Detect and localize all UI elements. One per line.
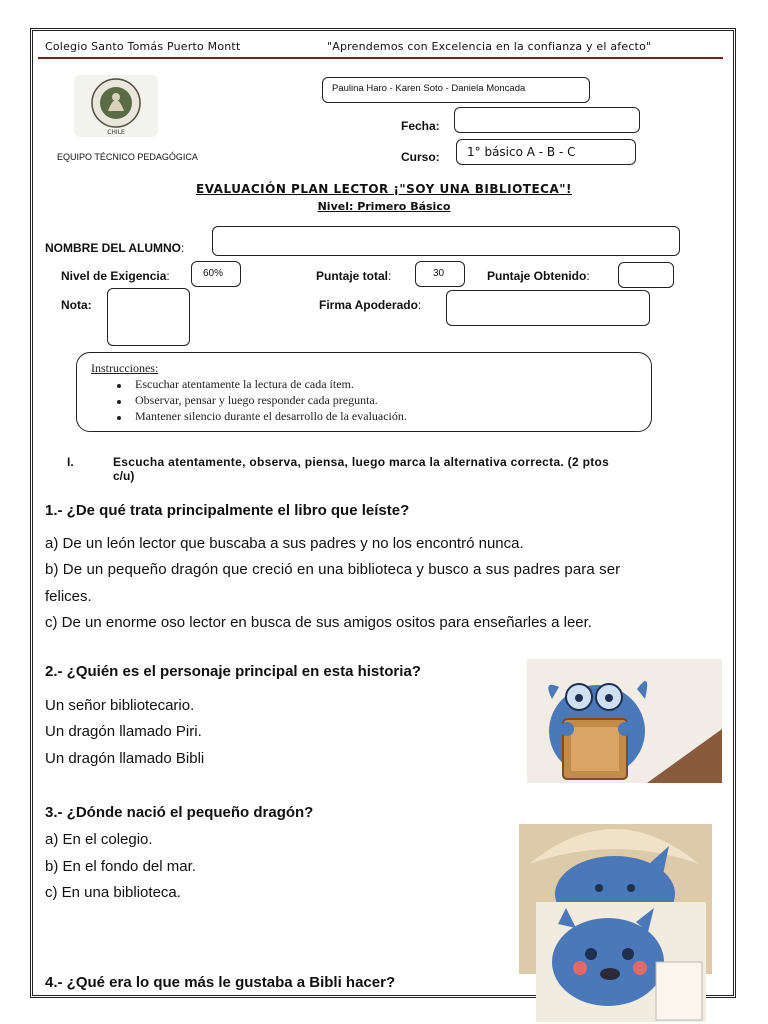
- question-3: 3.- ¿Dónde nació el pequeño dragón?: [45, 804, 314, 821]
- baby-dragon-image: [536, 902, 706, 1022]
- puntaje-total-label-text: Puntaje total: [316, 269, 389, 283]
- puntaje-total-box: [415, 261, 465, 287]
- q1-option-c[interactable]: c) De un enorme oso lector en busca de sus amigos ositos para enseñarles a leer.: [45, 614, 592, 631]
- instructions-box: [76, 352, 652, 432]
- puntaje-obtenido-colon: :: [586, 269, 590, 283]
- firma-colon: :: [417, 298, 422, 312]
- school-name: Colegio Santo Tomás Puerto Montt: [45, 40, 241, 53]
- team-label: EQUIPO TÉCNICO PEDAGÓGICA: [57, 152, 198, 162]
- firma-label-text: Firma Apoderado: [319, 298, 418, 312]
- instruction-item: Escuchar atentamente la lectura de cada ítem.: [135, 377, 354, 391]
- authors-text: Paulina Haro - Karen Soto - Daniela Moncada: [332, 83, 526, 94]
- bullet-icon: [117, 400, 121, 404]
- svg-text:CHILE: CHILE: [107, 129, 125, 136]
- q1-option-b[interactable]: b) De un pequeño dragón que creció en una biblioteca y busco a sus padres para ser: [45, 561, 621, 578]
- nombre-label: [45, 241, 184, 255]
- page-title: EVALUACIÓN PLAN LECTOR ¡"SOY UNA BIBLIOTECA"!: [196, 182, 572, 196]
- school-logo: [74, 75, 158, 137]
- q1-option-b-cont[interactable]: felices.: [45, 588, 92, 605]
- nota-field[interactable]: [107, 288, 190, 346]
- fecha-label: Fecha:: [401, 119, 440, 133]
- question-2: 2.- ¿Quién es el personaje principal en esta historia?: [45, 663, 421, 680]
- school-motto: "Aprendemos con Excelencia en la confianza y el afecto": [327, 40, 652, 53]
- instruction-item: Mantener silencio durante el desarrollo de la evaluación.: [135, 409, 407, 423]
- section-instruction: Escucha atentamente, observa, piensa, luego marca la alternativa correcta. (2 ptos: [113, 455, 610, 469]
- question-4: 4.- ¿Qué era lo que más le gustaba a Bibli hacer?: [45, 974, 396, 991]
- q2-option-3[interactable]: Un dragón llamado Bibli: [45, 750, 205, 767]
- nombre-label-text: NOMBRE DEL ALUMNO: [45, 241, 181, 255]
- puntaje-total-label: [316, 269, 391, 283]
- puntaje-obtenido-field[interactable]: [618, 262, 674, 288]
- dragon-reading-image: [527, 659, 722, 783]
- nombre-field[interactable]: [212, 226, 680, 256]
- firma-field[interactable]: [446, 290, 650, 326]
- q3-option-c[interactable]: c) En una biblioteca.: [45, 884, 181, 901]
- exigencia-label-text: Nivel de Exigencia: [61, 269, 167, 283]
- exigencia-colon: :: [166, 269, 170, 283]
- instruction-item: Observar, pensar y luego responder cada pregunta.: [135, 393, 378, 407]
- q3-option-b[interactable]: b) En el fondo del mar.: [45, 858, 196, 875]
- header-rule: [38, 57, 723, 59]
- authors-box: [322, 77, 590, 103]
- exigencia-label: [61, 269, 170, 283]
- curso-label: Curso:: [401, 150, 440, 164]
- instructions-title: Instrucciones:: [91, 361, 159, 375]
- bullet-icon: [117, 416, 121, 420]
- q3-option-a[interactable]: a) En el colegio.: [45, 831, 153, 848]
- q2-option-2[interactable]: Un dragón llamado Piri.: [45, 723, 202, 740]
- puntaje-obtenido-label-text: Puntaje Obtenido: [487, 269, 587, 283]
- question-1: 1.- ¿De qué trata principalmente el libro que leíste?: [45, 502, 410, 519]
- firma-label: [319, 298, 421, 312]
- exigencia-box: [191, 261, 241, 287]
- puntaje-total-value: 30: [433, 268, 445, 279]
- section-number: I.: [67, 455, 74, 469]
- bullet-icon: [117, 384, 121, 388]
- exigencia-value: 60%: [203, 268, 224, 279]
- nombre-colon: :: [181, 241, 185, 255]
- fecha-field[interactable]: [454, 107, 640, 133]
- curso-field[interactable]: [456, 139, 636, 165]
- section-instruction-cont: c/u): [113, 469, 135, 483]
- nota-label: Nota:: [61, 298, 92, 312]
- q2-option-1[interactable]: Un señor bibliotecario.: [45, 697, 195, 714]
- page-subtitle: Nivel: Primero Básico: [317, 200, 451, 213]
- puntaje-obtenido-label: [487, 269, 590, 283]
- curso-value: 1° básico A - B - C: [467, 145, 576, 159]
- puntaje-total-colon: :: [388, 269, 392, 283]
- q1-option-a[interactable]: a) De un león lector que buscaba a sus padres y no los encontró nunca.: [45, 535, 524, 552]
